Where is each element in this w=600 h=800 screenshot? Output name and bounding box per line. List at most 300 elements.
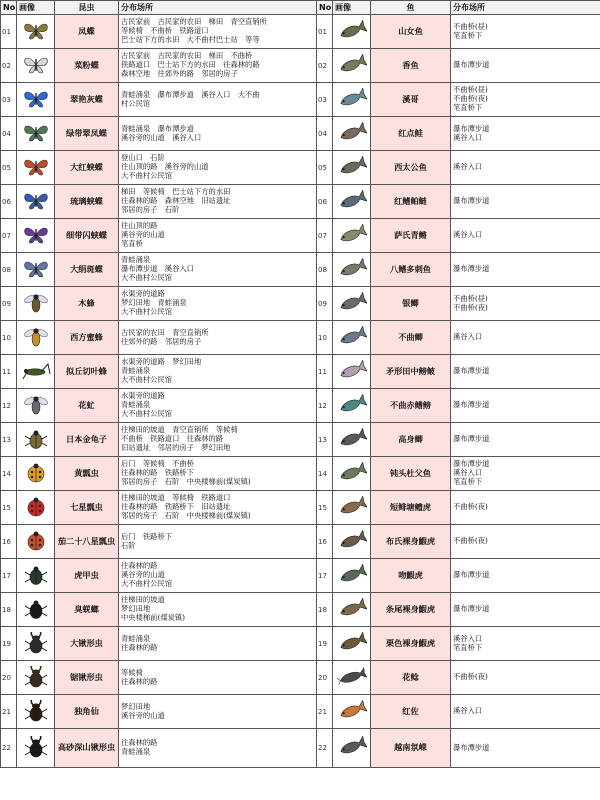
ladybug-icon	[21, 462, 51, 486]
insect-location-line: 往森林的路 铁路桥下 旧站遗址	[121, 502, 231, 512]
fish-location-line: 笔直桥下	[453, 476, 483, 486]
fish-name: 红鳍鲌鲢	[371, 185, 451, 219]
insect-locations	[119, 253, 317, 287]
insect-row	[1, 287, 317, 321]
fish-location-line: 瀑布潭步道	[453, 459, 490, 469]
fish-row	[317, 151, 600, 185]
bee-icon	[21, 326, 51, 350]
fish-image-header: 画像	[333, 1, 371, 15]
insect-row	[1, 457, 317, 491]
fish-number: 07	[317, 219, 333, 253]
fish-location-line: 瀑布潭步道	[453, 366, 490, 376]
fish-location-line: 溪谷入口	[453, 706, 483, 716]
insect-number: 16	[1, 525, 17, 559]
fish-location-line: 瀑布潭步道	[453, 742, 490, 752]
fish-locations	[451, 151, 600, 185]
fish-name: 萨氏青鳉	[371, 219, 451, 253]
insect-row	[1, 423, 317, 457]
fish-image-cell	[333, 185, 371, 219]
fish-name: 吻鰕虎	[371, 559, 451, 593]
insect-name-header: 昆虫	[55, 1, 119, 15]
insect-locations-header: 分布场所	[119, 1, 317, 15]
fish-locations	[451, 661, 600, 695]
fish-row	[317, 253, 600, 287]
ladybug-icon	[21, 530, 51, 554]
fish-row	[317, 83, 600, 117]
fish-location-line: 不曲桥(昼)	[453, 21, 488, 31]
insect-name: 黄瓢虫	[55, 457, 119, 491]
insect-location-line: 铁路道口 巴士站下方的水田 往森林的路	[121, 60, 260, 70]
insect-locations	[119, 287, 317, 321]
insect-image-cell	[17, 185, 55, 219]
insect-location-line: 往山顶的路 溪谷旁的山道	[121, 162, 209, 172]
insect-location-line: 大不曲村公民馆	[121, 170, 173, 180]
butterfly-icon	[21, 224, 51, 248]
insect-row	[1, 491, 317, 525]
insect-image-cell	[17, 559, 55, 593]
fish-icon	[337, 190, 367, 214]
insect-location-line: 青蛙涌泉	[121, 400, 151, 410]
insect-locations	[119, 185, 317, 219]
fish-icon	[337, 156, 367, 180]
fish-image-cell	[333, 117, 371, 151]
fish-row	[317, 729, 600, 768]
fish-number: 15	[317, 491, 333, 525]
insect-location-line: 等候椅 不曲桥 铁路道口	[121, 26, 209, 36]
fish-location-line: 溪谷入口	[453, 162, 483, 172]
fish-location-line: 瀑布潭步道	[453, 264, 490, 274]
fish-locations	[451, 457, 600, 491]
insect-locations	[119, 219, 317, 253]
fish-location-line: 瀑布潭步道	[453, 196, 490, 206]
fish-locations	[451, 117, 600, 151]
fish-image-cell	[333, 49, 371, 83]
fish-locations	[451, 389, 600, 423]
fish-row	[317, 355, 600, 389]
fish-row	[317, 695, 600, 729]
fish-location-line: 溪谷入口	[453, 332, 483, 342]
fish-location-line: 瀑布潭步道	[453, 570, 490, 580]
insect-location-line: 邻居的房子 石阶	[121, 204, 180, 214]
fish-number: 13	[317, 423, 333, 457]
fish-image-cell	[333, 15, 371, 49]
fish-locations	[451, 15, 600, 49]
fish-row	[317, 593, 600, 627]
insect-location-line: 往森林的路	[121, 561, 158, 571]
fish-name: 不曲鲫	[371, 321, 451, 355]
fish-name: 矛形田中鳑鲏	[371, 355, 451, 389]
insect-location-line: 古民家的农田 青空直销所	[121, 327, 209, 337]
insect-location-line: 青蛙涌泉 瀑布潭步道	[121, 123, 194, 133]
butterfly-icon	[21, 190, 51, 214]
insect-row	[1, 15, 317, 49]
insect-number: 14	[1, 457, 17, 491]
bee-icon	[21, 292, 51, 316]
insect-image-cell	[17, 253, 55, 287]
insect-location-line: 大不曲村公民馆	[121, 272, 173, 282]
fish-name: 八鳍多刺鱼	[371, 253, 451, 287]
insect-location-line: 梦幻田地	[121, 701, 151, 711]
fish-row	[317, 491, 600, 525]
insect-row	[1, 185, 317, 219]
insect-row	[1, 355, 317, 389]
insect-locations	[119, 661, 317, 695]
insect-row	[1, 593, 317, 627]
fish-number: 11	[317, 355, 333, 389]
fish-name: 越南氛嵘	[371, 729, 451, 768]
fish-location-line: 不曲桥(夜)	[453, 536, 488, 546]
insect-number: 06	[1, 185, 17, 219]
insect-number: 21	[1, 695, 17, 729]
fish-number: 06	[317, 185, 333, 219]
insect-locations	[119, 321, 317, 355]
insect-location-line: 往山顶的路	[121, 221, 158, 231]
fish-row	[317, 219, 600, 253]
insect-location-line: 溪谷旁的山道 溪谷入口	[121, 132, 202, 142]
beetle-icon	[21, 564, 51, 588]
insect-image-cell	[17, 423, 55, 457]
insect-row	[1, 321, 317, 355]
fish-name: 花鲶	[371, 661, 451, 695]
insect-row	[1, 729, 317, 768]
fish-locations	[451, 219, 600, 253]
insect-locations	[119, 491, 317, 525]
insect-location-line: 梦幻田地 青蛙涌泉	[121, 298, 187, 308]
insect-location-line: 石阶	[121, 540, 136, 550]
fish-locations	[451, 593, 600, 627]
butterfly-icon	[21, 54, 51, 78]
insect-locations	[119, 559, 317, 593]
fish-location-line: 笔直桥下	[453, 102, 483, 112]
fish-icon	[337, 462, 367, 486]
fish-name: 短鲱塘鳢虎	[371, 491, 451, 525]
fish-row	[317, 287, 600, 321]
insect-location-line: 梯田 等候椅 巴士站下方的水田	[121, 187, 231, 197]
insect-image-cell	[17, 117, 55, 151]
insect-number: 17	[1, 559, 17, 593]
fish-location-line: 笔直桥下	[453, 30, 483, 40]
fish-locations	[451, 49, 600, 83]
insect-location-line: 古民家前 古民家的农田 梯田 青空直销所	[121, 17, 267, 27]
insect-location-line: 旧站遗址 邻居的房子 梦幻田地	[121, 442, 231, 452]
fish-image-cell	[333, 729, 371, 768]
fish-row	[317, 117, 600, 151]
fish-number: 19	[317, 627, 333, 661]
insect-image-cell	[17, 355, 55, 389]
insect-location-line: 水渠旁的道路 梦幻田地	[121, 357, 202, 367]
insect-location-line: 大不曲村公民馆	[121, 578, 173, 588]
fish-number: 09	[317, 287, 333, 321]
stag-beetle-icon	[21, 666, 51, 690]
fish-image-cell	[333, 627, 371, 661]
insect-locations	[119, 117, 317, 151]
insect-locations	[119, 593, 317, 627]
insect-locations	[119, 457, 317, 491]
fish-number: 03	[317, 83, 333, 117]
insect-name: 拟丘切叶蜂	[55, 355, 119, 389]
insect-locations	[119, 423, 317, 457]
fish-name: 红佐	[371, 695, 451, 729]
insect-name: 花虻	[55, 389, 119, 423]
insect-name: 高砂深山锹形虫	[55, 729, 119, 768]
insect-row	[1, 559, 317, 593]
insect-row	[1, 695, 317, 729]
butterfly-icon	[21, 122, 51, 146]
fish-locations	[451, 287, 600, 321]
fish-number: 18	[317, 593, 333, 627]
insect-location-line: 森林空地 往郊外的路 邻居的房子	[121, 68, 238, 78]
insect-location-line: 溪谷旁的山道	[121, 570, 165, 580]
insect-number: 12	[1, 389, 17, 423]
fish-location-line: 不曲桥(夜)	[453, 672, 488, 682]
fish-header-row	[317, 1, 600, 15]
catfish-icon	[337, 666, 367, 690]
insect-locations	[119, 729, 317, 768]
fish-icon	[337, 224, 367, 248]
insect-location-line: 青蛙涌泉	[121, 255, 151, 265]
insect-locations	[119, 151, 317, 185]
insect-name: 菜粉蝶	[55, 49, 119, 83]
fish-location-line: 瀑布潭步道	[453, 400, 490, 410]
fish-location-line: 不曲桥(昼)	[453, 293, 488, 303]
fish-image-cell	[333, 457, 371, 491]
fish-image-cell	[333, 287, 371, 321]
fish-icon	[337, 54, 367, 78]
insect-image-header: 画像	[17, 1, 55, 15]
insect-header-row	[1, 1, 317, 15]
fish-icon	[337, 632, 367, 656]
insect-number: 09	[1, 287, 17, 321]
insect-number: 11	[1, 355, 17, 389]
insect-location-line: 青蛙涌泉	[121, 747, 151, 756]
insect-location-line: 不曲桥 铁路道口 往森林的路	[121, 434, 224, 444]
insect-image-cell	[17, 287, 55, 321]
fish-name: 条尾裸身鰕虎	[371, 593, 451, 627]
insect-number: 05	[1, 151, 17, 185]
insect-name: 木蜂	[55, 287, 119, 321]
fish-row	[317, 185, 600, 219]
fish-icon	[337, 496, 367, 520]
fish-icon	[337, 736, 367, 760]
insect-location-line: 水渠旁的道路	[121, 391, 165, 401]
insect-location-line: 往森林的路	[121, 676, 158, 686]
insect-number: 07	[1, 219, 17, 253]
insect-row	[1, 117, 317, 151]
insect-locations	[119, 389, 317, 423]
insect-location-line: 大不曲村公民馆	[121, 374, 173, 384]
fish-icon	[337, 326, 367, 350]
fish-icon	[337, 258, 367, 282]
insect-location-line: 中央楼梯前(煤炭镇)	[121, 612, 186, 622]
fish-row	[317, 389, 600, 423]
insect-name: 细带闪蛱蝶	[55, 219, 119, 253]
fish-name: 栗色裸身鰕虎	[371, 627, 451, 661]
fish-number: 02	[317, 49, 333, 83]
insect-row	[1, 253, 317, 287]
fish-number: 05	[317, 151, 333, 185]
insect-location-line: 古民家前 古民家的农田 梯田 不曲桥	[121, 51, 253, 61]
fish-icon	[337, 700, 367, 724]
fish-locations	[451, 185, 600, 219]
insect-locations	[119, 49, 317, 83]
insect-name: 锯锹形虫	[55, 661, 119, 695]
insect-location-line: 后门 铁路桥下	[121, 531, 173, 541]
insect-locations	[119, 525, 317, 559]
insect-location-line: 大不曲村公民馆	[121, 408, 173, 418]
fish-number: 08	[317, 253, 333, 287]
insect-row	[1, 219, 317, 253]
insect-image-cell	[17, 729, 55, 768]
insect-number: 02	[1, 49, 17, 83]
insect-no-header: No	[1, 1, 17, 15]
insect-location-line: 邻居的房子 石阶 中央楼梯前(煤炭镇)	[121, 476, 251, 486]
insect-image-cell	[17, 83, 55, 117]
insect-number: 13	[1, 423, 17, 457]
insect-name: 虎甲虫	[55, 559, 119, 593]
fish-row	[317, 423, 600, 457]
fish-image-cell	[333, 559, 371, 593]
insect-row	[1, 661, 317, 695]
stag-beetle-icon	[21, 632, 51, 656]
insect-location-line: 水渠旁的道路	[121, 289, 165, 299]
fish-image-cell	[333, 253, 371, 287]
fish-location-line: 不曲桥(昼)	[453, 85, 488, 95]
fish-number: 10	[317, 321, 333, 355]
fish-row	[317, 525, 600, 559]
fish-number: 17	[317, 559, 333, 593]
fish-icon	[337, 360, 367, 384]
butterfly-icon	[21, 258, 51, 282]
fish-name: 溪哥	[371, 83, 451, 117]
insect-name: 大锹形虫	[55, 627, 119, 661]
insect-location-line: 往梯田的坡道	[121, 595, 165, 605]
insect-location-line: 往森林的路	[121, 738, 158, 748]
fish-locations	[451, 321, 600, 355]
insect-location-line: 大不曲村公民馆	[121, 306, 173, 316]
grasshopper-icon	[21, 360, 51, 384]
insect-locations	[119, 355, 317, 389]
insect-image-cell	[17, 661, 55, 695]
fish-icon	[337, 428, 367, 452]
fish-name-header: 鱼	[371, 1, 451, 15]
insect-locations	[119, 695, 317, 729]
insect-row	[1, 525, 317, 559]
insect-number: 19	[1, 627, 17, 661]
fish-location-line: 溪谷入口	[453, 468, 483, 478]
fish-locations	[451, 83, 600, 117]
insect-location-line: 往梯田的坡道 等候椅 铁路道口	[121, 493, 231, 503]
insect-location-line: 后门 等候椅 不曲桥	[121, 459, 194, 469]
insect-image-cell	[17, 389, 55, 423]
fish-row	[317, 559, 600, 593]
fish-locations	[451, 525, 600, 559]
insect-image-cell	[17, 525, 55, 559]
insect-name: 臭蜣螂	[55, 593, 119, 627]
fish-icon	[337, 530, 367, 554]
insect-image-cell	[17, 151, 55, 185]
fish-locations-header: 分布场所	[451, 1, 600, 15]
fish-number: 16	[317, 525, 333, 559]
insect-location-line: 瀑布潭步道 溪谷入口	[121, 264, 194, 274]
fish-icon	[337, 20, 367, 44]
fish-row	[317, 15, 600, 49]
fish-icon	[337, 564, 367, 588]
fish-icon	[337, 292, 367, 316]
insect-row	[1, 627, 317, 661]
insect-image-cell	[17, 457, 55, 491]
fish-row	[317, 661, 600, 695]
fish-location-line: 瀑布潭步道	[453, 123, 490, 133]
fish-location-line: 瀑布潭步道	[453, 604, 490, 614]
insect-number: 15	[1, 491, 17, 525]
insect-name: 独角仙	[55, 695, 119, 729]
insect-location-line: 溪谷旁的山道	[121, 230, 165, 240]
insect-image-cell	[17, 491, 55, 525]
fish-no-header: No	[317, 1, 333, 15]
fish-name: 香鱼	[371, 49, 451, 83]
fish-number: 12	[317, 389, 333, 423]
fish-location-line: 不曲桥(夜)	[453, 302, 488, 312]
insect-location-line: 往森林的路 铁路桥下	[121, 468, 194, 478]
insect-locations	[119, 83, 317, 117]
insect-name: 日本金龟子	[55, 423, 119, 457]
insect-number: 04	[1, 117, 17, 151]
insect-location-line: 邻居的房子 石阶 中央楼梯前(煤炭镇)	[121, 510, 251, 520]
fish-row	[317, 457, 600, 491]
fish-image-cell	[333, 219, 371, 253]
fish-location-line: 不曲桥(夜)	[453, 94, 488, 104]
fish-number: 21	[317, 695, 333, 729]
fish-icon	[337, 394, 367, 418]
insect-name: 翠艳灰蝶	[55, 83, 119, 117]
insect-location-line: 青蛙涌泉	[121, 366, 151, 376]
insect-location-line: 等候椅	[121, 667, 143, 677]
insect-location-line: 往森林的路 森林空地 旧站遗址	[121, 196, 231, 206]
fish-locations	[451, 423, 600, 457]
fish-location-line: 溪谷入口	[453, 633, 483, 643]
fish-image-cell	[333, 525, 371, 559]
insect-image-cell	[17, 627, 55, 661]
fish-name: 布氏裸身鰕虎	[371, 525, 451, 559]
fish-icon	[337, 122, 367, 146]
fish-name: 钝头杜父鱼	[371, 457, 451, 491]
fish-locations	[451, 559, 600, 593]
fish-image-cell	[333, 423, 371, 457]
fish-number: 14	[317, 457, 333, 491]
insect-name: 凤蝶	[55, 15, 119, 49]
fish-name: 不曲赤鳍鳑	[371, 389, 451, 423]
insect-number: 22	[1, 729, 17, 768]
insect-location-line: 往森林的路	[121, 642, 158, 652]
insect-locations	[119, 15, 317, 49]
insect-name: 七星瓢虫	[55, 491, 119, 525]
insect-name: 大绢斑蝶	[55, 253, 119, 287]
fish-image-cell	[333, 695, 371, 729]
insect-location-line: 往郊外的路 邻居的房子	[121, 336, 202, 346]
fish-image-cell	[333, 389, 371, 423]
fish-name: 银鲫	[371, 287, 451, 321]
fish-locations	[451, 355, 600, 389]
insect-name: 茄二十八星瓢虫	[55, 525, 119, 559]
fish-icon	[337, 88, 367, 112]
butterfly-icon	[21, 156, 51, 180]
insect-location-line: 青蛙涌泉	[121, 633, 151, 643]
insect-number: 10	[1, 321, 17, 355]
fish-locations	[451, 491, 600, 525]
fish-image-cell	[333, 321, 371, 355]
fish-location-line: 瀑布潭步道	[453, 60, 490, 70]
insect-row	[1, 49, 317, 83]
